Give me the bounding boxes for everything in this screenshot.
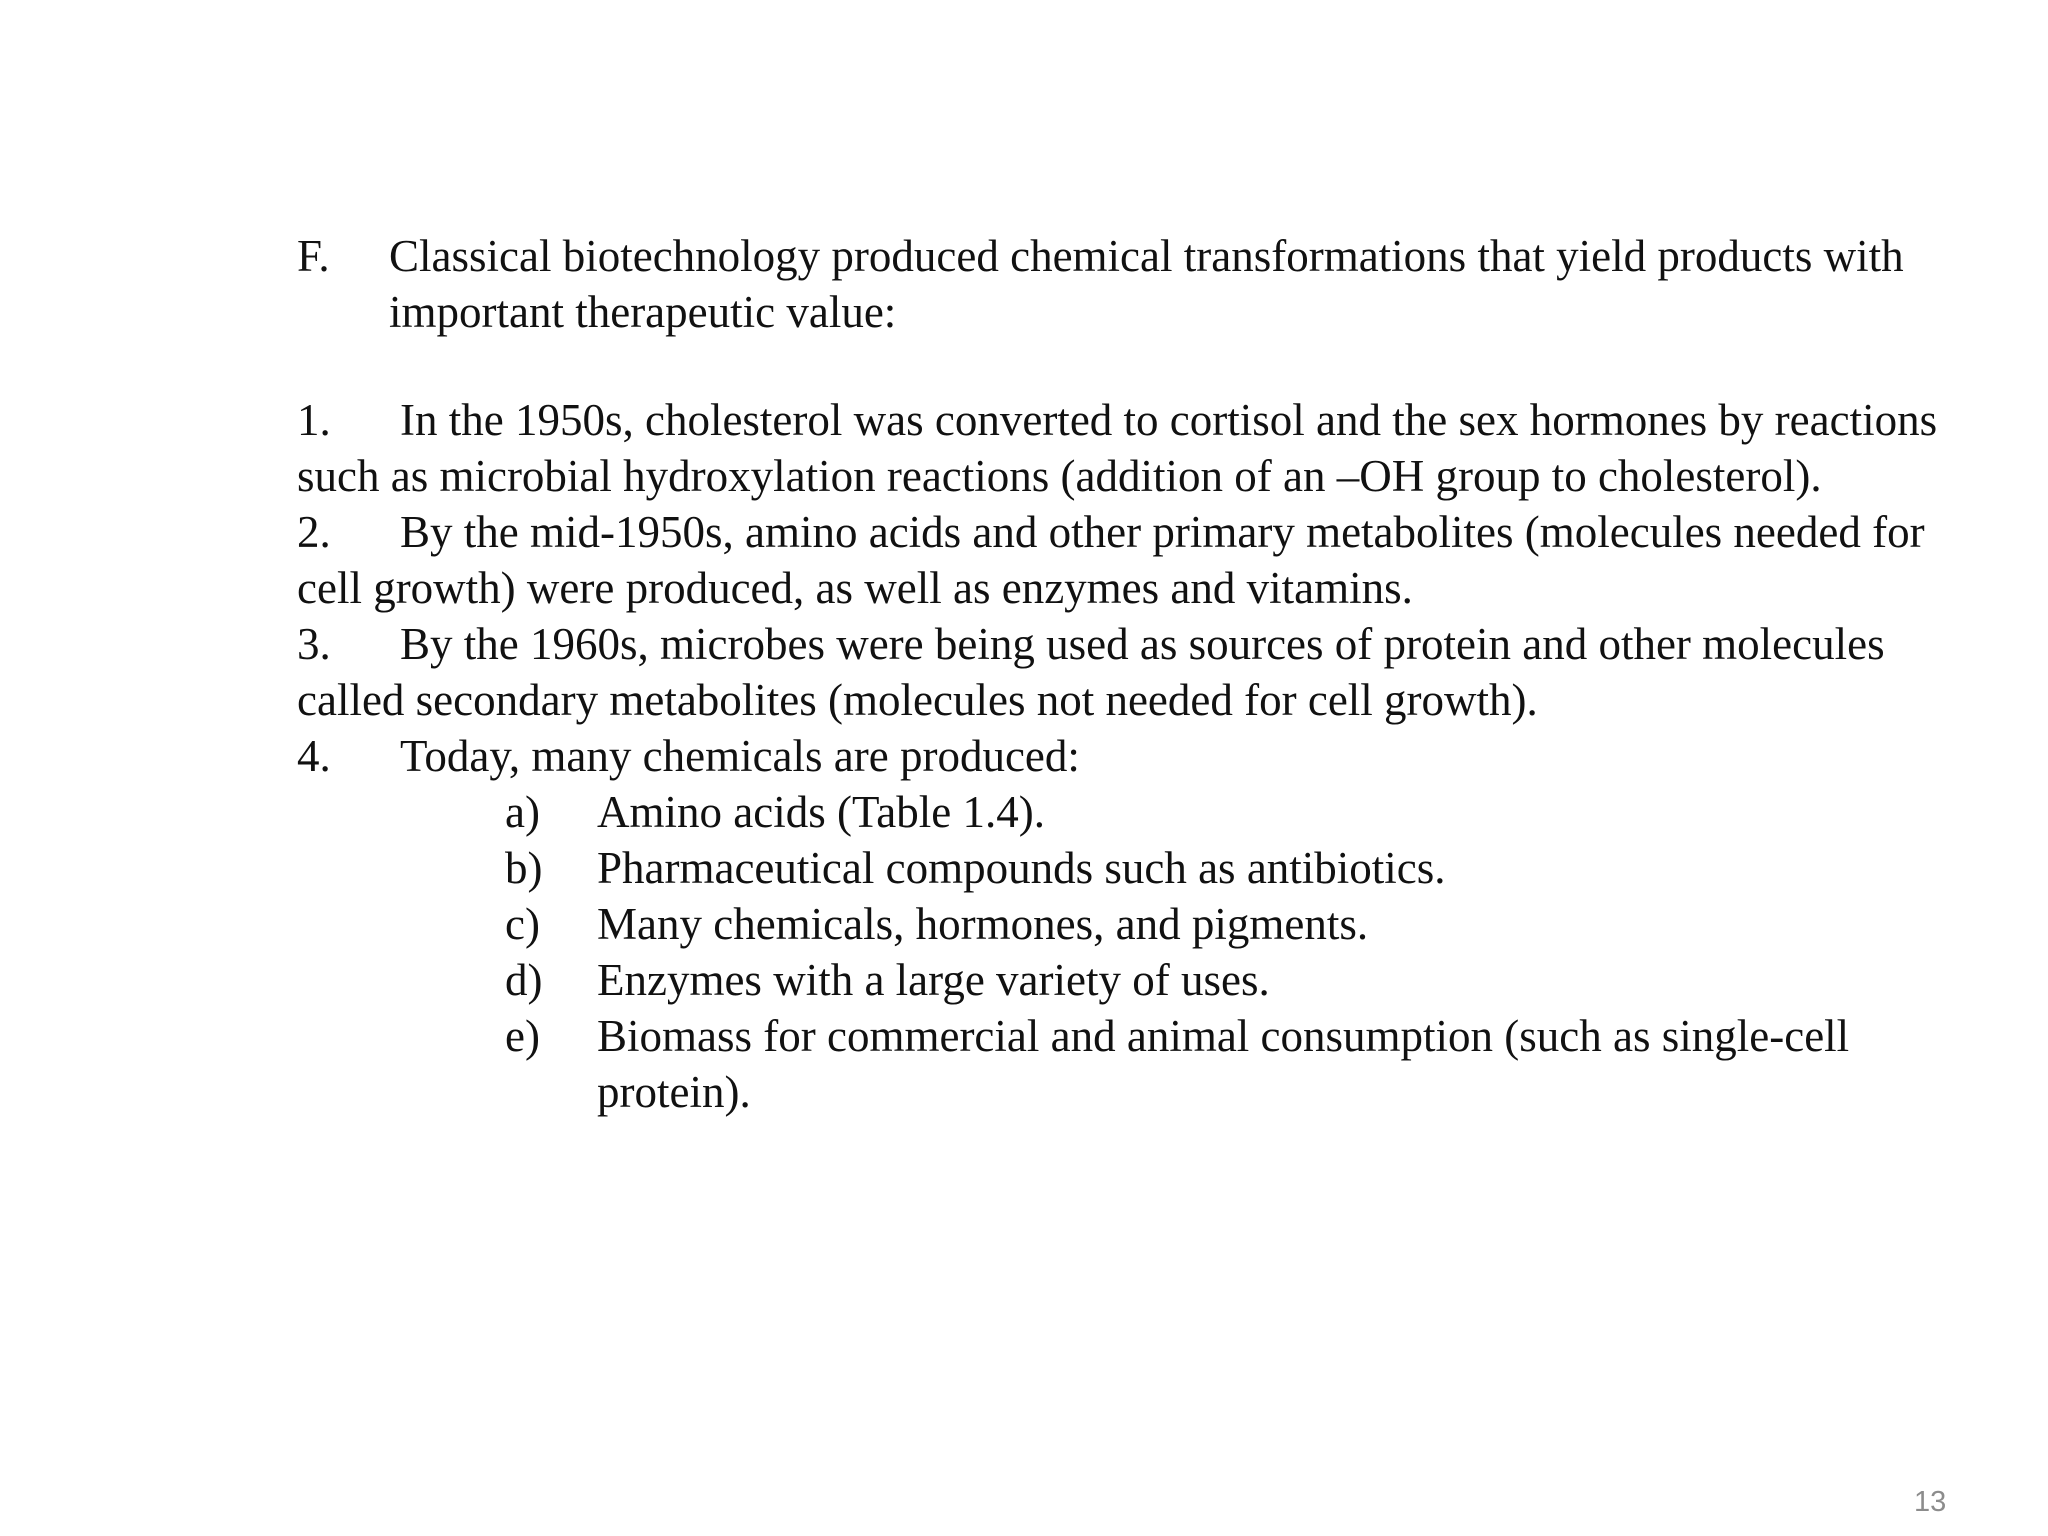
page-number: 13 [1914, 1486, 1947, 1518]
list-item-1 [297, 392, 1997, 504]
spacer [297, 340, 1997, 392]
sub-list-item-b [505, 840, 1997, 896]
section-marker: F. [297, 231, 330, 281]
list-item-number: 1. [297, 395, 331, 445]
sub-list [297, 784, 1997, 1120]
list-item-text: By the 1960s, microbes were being used as sources of protein and other molecules called secondary metabolites (molecules not needed for cell growth). [297, 619, 1885, 725]
sub-list-text: Pharmaceutical compounds such as antibiotics. [597, 843, 1446, 893]
sub-list-text: Amino acids (Table 1.4). [597, 787, 1045, 837]
list-item-number: 2. [297, 507, 331, 557]
sub-list-item-e [505, 1008, 1997, 1120]
list-item-number: 4. [297, 731, 331, 781]
list-item-number: 3. [297, 619, 331, 669]
list-item-text: In the 1950s, cholesterol was converted to cortisol and the sex hormones by reactions such as microbial hydroxylation reactions (addition of an –OH group to cholesterol). [297, 395, 1938, 501]
sub-list-item-a [505, 784, 1997, 840]
sub-list-item-c [505, 896, 1997, 952]
sub-list-letter: e) [505, 1011, 540, 1061]
section-heading [297, 228, 1997, 340]
sub-list-letter: a) [505, 787, 540, 837]
list-item-text: Today, many chemicals are produced: [400, 731, 1080, 781]
list-item-2 [297, 504, 1997, 616]
sub-list-text: Many chemicals, hormones, and pigments. [597, 899, 1369, 949]
sub-list-letter: b) [505, 843, 543, 893]
section-heading-text: Classical biotechnology produced chemical transformations that yield products with important therapeutic value: [389, 231, 1904, 337]
sub-list-letter: d) [505, 955, 543, 1005]
slide-body [297, 228, 1997, 1120]
sub-list-letter: c) [505, 899, 540, 949]
list-item-text: By the mid-1950s, amino acids and other primary metabolites (molecules needed for cell growth) were produced, as well as enzymes and vitamins. [297, 507, 1925, 613]
list-item-4 [297, 728, 1997, 784]
list-item-3 [297, 616, 1997, 728]
sub-list-text: Biomass for commercial and animal consumption (such as single-cell protein). [597, 1011, 1850, 1117]
sub-list-text: Enzymes with a large variety of uses. [597, 955, 1270, 1005]
sub-list-item-d [505, 952, 1997, 1008]
